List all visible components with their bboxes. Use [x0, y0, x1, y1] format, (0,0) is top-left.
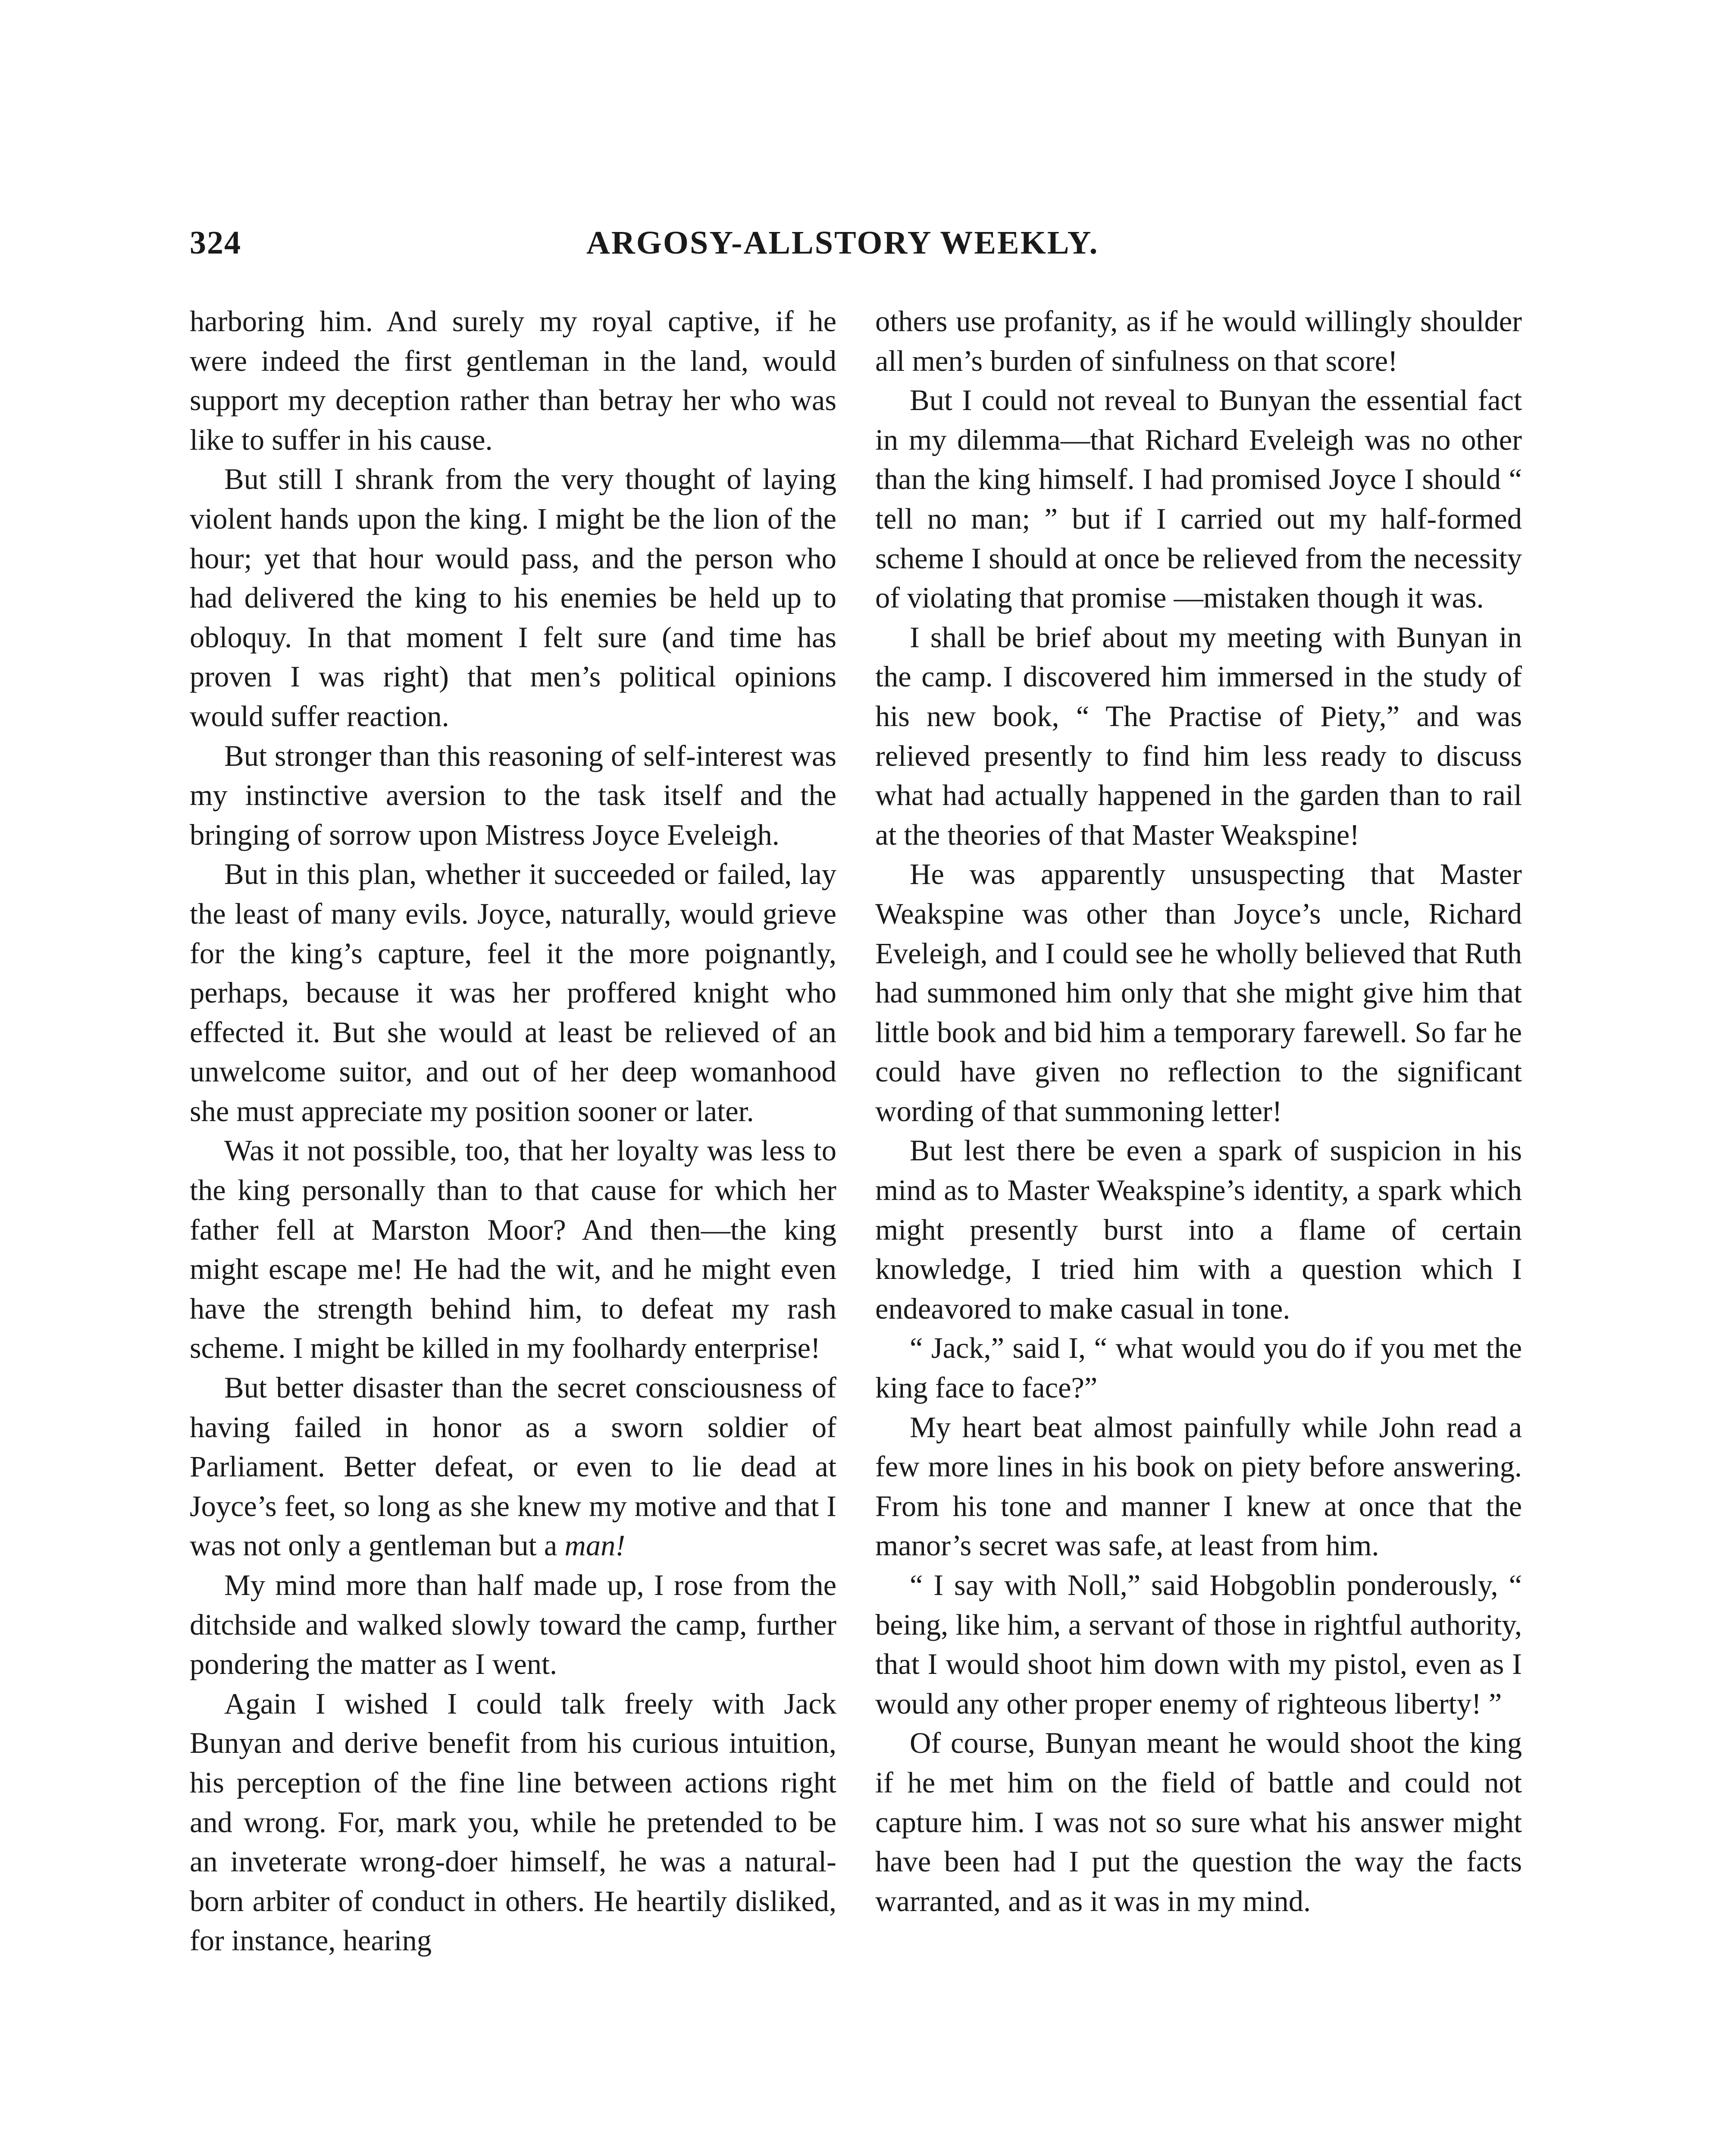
emphasized-word: man! — [564, 1529, 626, 1562]
left-column — [190, 302, 836, 1961]
paragraph: But lest there be even a spark of suspicion in his mind as to Master Weakspine’s identity, a spark which might presently burst into a flame of certain knowledge, I tried him with a question which I endeavored to make casual in tone. — [875, 1134, 1522, 1325]
paragraph: But I could not reveal to Bunyan the essential fact in my dilemma—that Richard Eveleigh was no other than the king himself. I had promised Joyce I should “ tell no man; ” but if I carried out my half-formed scheme I should at once be relieved from the necessity of violating that promise —mistaken though it was. — [875, 384, 1522, 614]
paragraph: He was apparently unsuspecting that Master Weakspine was other than Joyce’s uncle, Richard Eveleigh, and I could see he wholly believed that Ruth had summoned him only that she might give him that little book and bid him a temporary farewell. So far he could have given no reflection to the significant wording of that summoning letter! — [875, 858, 1522, 1128]
paragraph: My heart beat almost painfully while John read a few more lines in his book on piety before answering. From his tone and manner I knew at once that the manor’s secret was safe, at least from him. — [875, 1410, 1522, 1562]
paragraph: But in this plan, whether it succeeded or failed, lay the least of many evils. Joyce, naturally, would grieve for the king’s capture, feel it the more poignantly, perhaps, because it was her proffered knight who effected it. But she would at least be relieved of an unwelcome suitor, and out of her deep womanhood she must appreciate my position sooner or later. — [190, 858, 836, 1128]
paragraph: I shall be brief about my meeting with Bunyan in the camp. I discovered him immersed in the study of his new book, “ The Practise of Piety,” and was relieved presently to find him less ready to discuss what had actually happened in the garden than to rail at the theories of that Master Weakspine! — [875, 620, 1522, 851]
paragraph — [190, 1368, 836, 1566]
paragraph: harboring him. And surely my royal captive, if he were indeed the first gentleman in the land, would support my deception rather than betray her who was like to suffer in his cause. — [190, 305, 836, 456]
paragraph: others use profanity, as if he would willingly shoulder all men’s burden of sinfulness on that score! — [875, 305, 1522, 377]
paragraph-text: But better disaster than the secret consciousness of having failed in honor as a sworn soldier of Parliament. Better defeat, or even to lie dead at Joyce’s feet, so long as she knew my motive and that I was not only a gentleman but a — [190, 1371, 836, 1562]
paragraph: Was it not possible, too, that her loyalty was less to the king personally than to that cause for which her father fell at Marston Moor? And then—the king might escape me! He had the wit, and he might even have the strength behind him, to defeat my rash scheme. I might be killed in my foolhardy enterprise! — [190, 1134, 836, 1365]
right-column — [875, 302, 1522, 1921]
paragraph: “ Jack,” said I, “ what would you do if you met the king face to face?” — [875, 1332, 1522, 1404]
paragraph: But stronger than this reasoning of self-interest was my instinctive aversion to the task itself and the bringing of sorrow upon Mistress Joyce Eveleigh. — [190, 739, 836, 851]
page-header — [190, 224, 1526, 276]
paragraph: Of course, Bunyan meant he would shoot the king if he met him on the field of battle and could not capture him. I was not so sure what his answer might have been had I put the question the way the facts warranted, and as it was in my mind. — [875, 1727, 1522, 1918]
paragraph: Again I wished I could talk freely with Jack Bunyan and derive benefit from his curious intuition, his perception of the fine line between actions right and wrong. For, mark you, while he pretended to be an inveterate wrong-doer himself, he was a natural-born arbiter of conduct in others. He heartily disliked, for instance, hearing — [190, 1687, 836, 1957]
page-number: 324 — [190, 225, 241, 261]
paragraph: But still I shrank from the very thought of laying violent hands upon the king. I might be the lion of the hour; yet that hour would pass, and the person who had delivered the king to his enemies be held up to obloquy. In that moment I felt sure (and time has proven I was right) that men’s political opinions would suffer reaction. — [190, 463, 836, 733]
paragraph: My mind more than half made up, I rose from the ditchside and walked slowly toward the camp, further pondering the matter as I went. — [190, 1569, 836, 1681]
running-title: ARGOSY-ALLSTORY WEEKLY. — [586, 225, 1099, 261]
paragraph: “ I say with Noll,” said Hobgoblin ponderously, “ being, like him, a servant of those in rightful authority, that I would shoot him down with my pistol, even as I would any other proper enemy of righteous liberty! ” — [875, 1569, 1522, 1720]
